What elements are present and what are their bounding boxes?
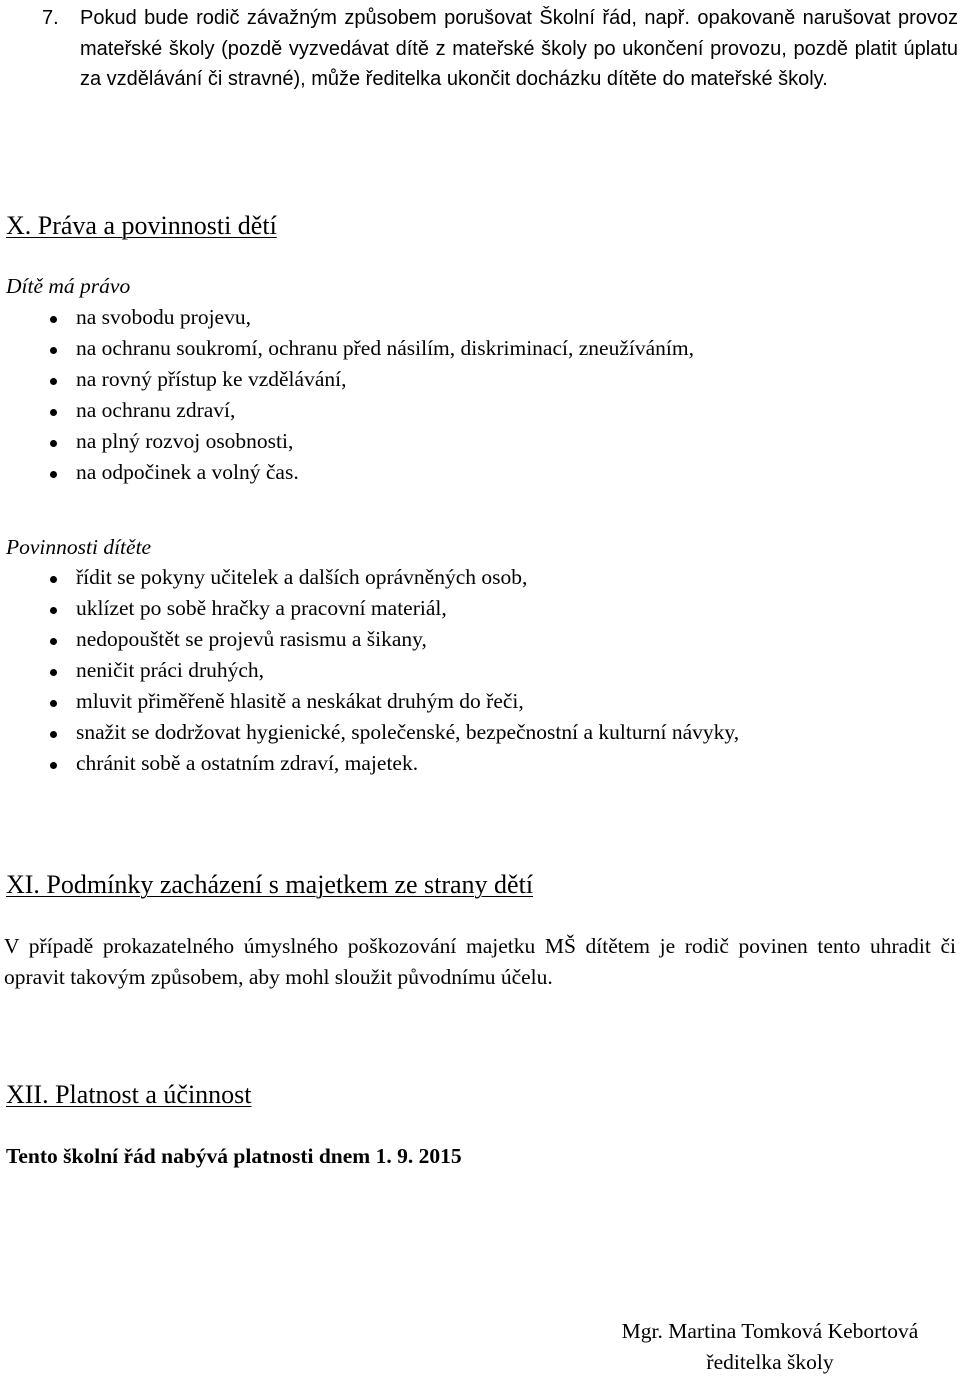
duties-list	[6, 562, 739, 779]
list-item: snažit se dodržovat hygienické, společenské, bezpečnostní a kulturní návyky,	[6, 717, 739, 748]
section-xi-heading: XI. Podmínky zacházení s majetkem ze strany dětí	[6, 869, 533, 901]
list-item: na rovný přístup ke vzdělávání,	[6, 364, 694, 395]
signature-name: Mgr. Martina Tomková Kebortová	[590, 1316, 950, 1347]
list-item: na ochranu zdraví,	[6, 395, 694, 426]
section-xi-paragraph: V případě prokazatelného úmyslného poškozování majetku MŠ dítětem je rodič povinen tento uhradit či opravit takovým způsobem, aby mohl sloužit původnímu účelu.	[4, 931, 956, 993]
signature-role: ředitelka školy	[590, 1347, 950, 1377]
rights-heading: Dítě má právo	[6, 271, 130, 301]
list-item: mluvit přiměřeně hlasitě a neskákat druhým do řeči,	[6, 686, 739, 717]
item-text: Pokud bude rodič závažným způsobem porušovat Školní řád, např. opakovaně narušovat provoz mateřské školy (pozdě vyzvedávat dítě z mateřské školy po ukončení provozu, pozdě platit úplatu za vzdělávání či stravné), může ředitelka ukončit docházku dítěte do mateřské školy.	[80, 3, 958, 95]
list-item: uklízet po sobě hračky a pracovní materiál,	[6, 593, 739, 624]
list-item: nedopouštět se projevů rasismu a šikany,	[6, 624, 739, 655]
duties-heading: Povinnosti dítěte	[6, 532, 151, 562]
list-item: na plný rozvoj osobnosti,	[6, 426, 694, 457]
validity-statement: Tento školní řád nabývá platnosti dnem 1. 9. 2015	[6, 1141, 462, 1171]
list-item: na svobodu projevu,	[6, 302, 694, 333]
list-item: neničit práci druhých,	[6, 655, 739, 686]
list-item: na ochranu soukromí, ochranu před násilím, diskriminací, zneužíváním,	[6, 333, 694, 364]
signature-block	[590, 1316, 950, 1377]
item-number: 7.	[42, 3, 59, 34]
list-item: chránit sobě a ostatním zdraví, majetek.	[6, 748, 739, 779]
list-item: na odpočinek a volný čas.	[6, 457, 694, 488]
list-item: řídit se pokyny učitelek a dalších oprávněných osob,	[6, 562, 739, 593]
section-x-heading: X. Práva a povinnosti dětí	[6, 210, 277, 242]
section-xii-heading: XII. Platnost a účinnost	[6, 1079, 252, 1111]
rights-list	[6, 302, 694, 488]
